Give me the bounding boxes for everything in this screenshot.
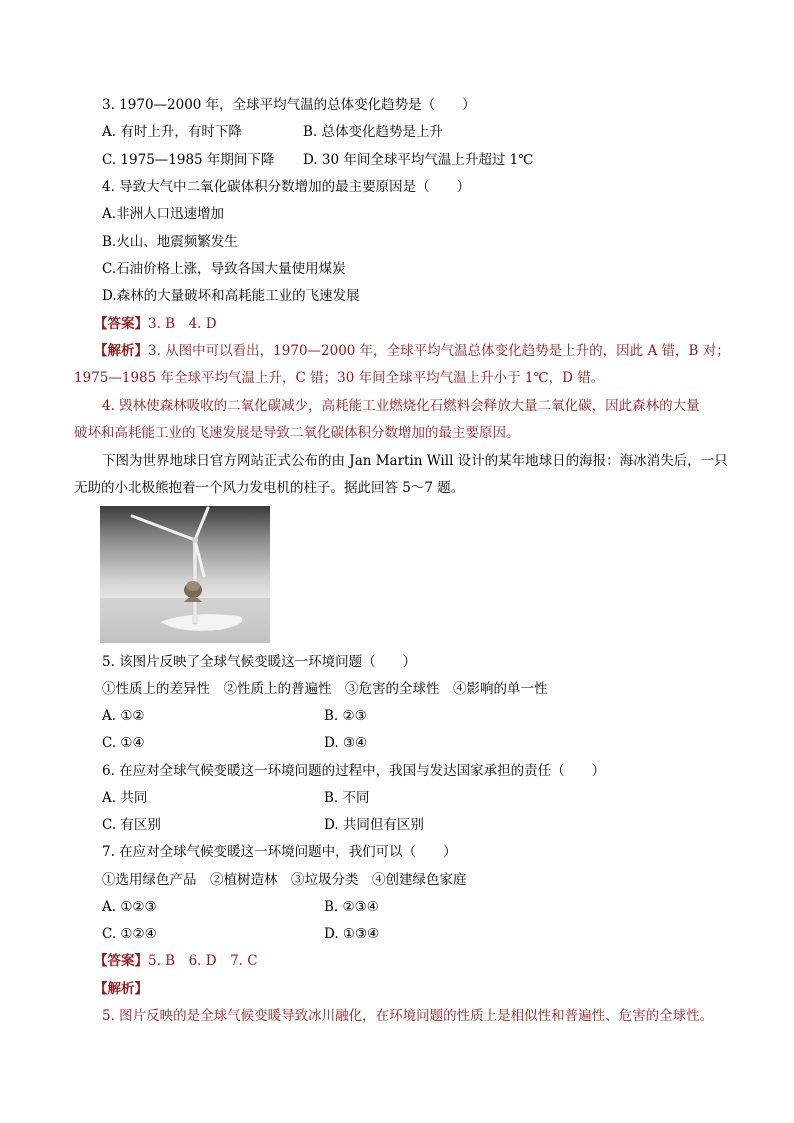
analysis-label: 【解析】 bbox=[94, 343, 148, 359]
q7-option-a: A. ①②③ bbox=[102, 899, 157, 915]
q6-option-d: D. 共同但有区别 bbox=[324, 817, 424, 833]
analysis-2-line-1: 5. 图片反映的是全球气候变暖导致冰川融化，在环境问题的性质上是相似性和普遍性、危害的全球性。 bbox=[102, 1008, 714, 1024]
intro-line-2: 无助的小北极熊抱着一个风力发电机的柱子。据此回答 5～7 题。 bbox=[74, 480, 465, 496]
q5-option-b: B. ②③ bbox=[324, 708, 367, 724]
answer-label: 【答案】 bbox=[94, 953, 148, 969]
analysis-text: 3. 从图中可以看出，1970—2000 年，全球平均气温总体变化趋势是上升的，因此 A 错，B 对； bbox=[148, 343, 730, 359]
q3-option-a: A. 有时上升，有时下降 bbox=[102, 124, 242, 140]
analysis-1-line-1 bbox=[94, 341, 730, 361]
answer-text: 3. B 4. D bbox=[148, 316, 217, 332]
q3-option-c: C. 1975—1985 年期间下降 bbox=[102, 152, 275, 168]
q7-option-b: B. ②③④ bbox=[324, 899, 379, 915]
intro-line-1: 下图为世界地球日官方网站正式公布的由 Jan Martin Will 设计的某年地球日的海报：海冰消失后，一只 bbox=[102, 453, 728, 469]
q6-option-c: C. 有区别 bbox=[102, 817, 161, 833]
q5-items: ①性质上的差异性 ②性质上的普遍性 ③危害的全球性 ④影响的单一性 bbox=[102, 681, 548, 697]
q7-option-d: D. ①③④ bbox=[324, 926, 380, 942]
q4-option-d: D.森林的大量破坏和高耗能工业的飞速发展 bbox=[102, 288, 360, 304]
q4-option-b: B.火山、地震频繁发生 bbox=[102, 234, 238, 250]
answer-text: 5. B 6. D 7. C bbox=[148, 953, 258, 969]
answer-2 bbox=[94, 951, 258, 971]
q5-option-c: C. ①④ bbox=[102, 735, 145, 751]
q5-option-a: A. ①② bbox=[102, 708, 145, 724]
q5-option-d: D. ③④ bbox=[324, 735, 368, 751]
analysis-1-line-4: 破坏和高耗能工业的飞速发展是导致二氧化碳体积分数增加的最主要原因。 bbox=[74, 425, 520, 441]
earth-day-poster-image bbox=[100, 506, 270, 643]
q7-option-c: C. ①②④ bbox=[102, 926, 157, 942]
q6-option-a: A. 共同 bbox=[102, 790, 148, 806]
analysis-1-line-2: 1975—1985 年全球平均气温上升，C 错；30 年间全球平均气温上升小于 1℃，D 错。 bbox=[74, 370, 605, 386]
q4-option-c: C.石油价格上涨，导致各国大量使用煤炭 bbox=[102, 261, 346, 277]
q3-option-b: B. 总体变化趋势是上升 bbox=[303, 124, 444, 140]
q7-items: ①选用绿色产品 ②植树造林 ③垃圾分类 ④创建绿色家庭 bbox=[102, 872, 467, 888]
q5-stem: 5. 该图片反映了全球气候变暖这一环境问题（ ） bbox=[102, 654, 417, 670]
analysis-1-line-3: 4. 毁林使森林吸收的二氧化碳减少，高耗能工业燃烧化石燃料会释放大量二氧化碳，因此森林的大量 bbox=[102, 398, 700, 414]
q6-option-b: B. 不同 bbox=[324, 790, 370, 806]
q3-option-d: D. 30 年间全球平均气温上升超过 1℃ bbox=[303, 152, 534, 168]
q7-stem: 7. 在应对全球气候变暖这一环境问题中，我们可以（ ） bbox=[102, 844, 457, 860]
q4-stem: 4. 导致大气中二氧化碳体积分数增加的最主要原因是（ ） bbox=[102, 179, 471, 195]
analysis-label: 【解析】 bbox=[94, 981, 148, 997]
analysis-2-label bbox=[94, 979, 148, 999]
answer-1 bbox=[94, 314, 217, 334]
answer-label: 【答案】 bbox=[94, 316, 148, 332]
q3-stem: 3. 1970—2000 年，全球平均气温的总体变化趋势是（ ） bbox=[102, 97, 476, 113]
q6-stem: 6. 在应对全球气候变暖这一环境问题的过程中，我国与发达国家承担的责任（ ） bbox=[102, 763, 606, 779]
wind-turbine-illustration bbox=[100, 506, 270, 643]
q4-option-a: A.非洲人口迅速增加 bbox=[102, 206, 225, 222]
